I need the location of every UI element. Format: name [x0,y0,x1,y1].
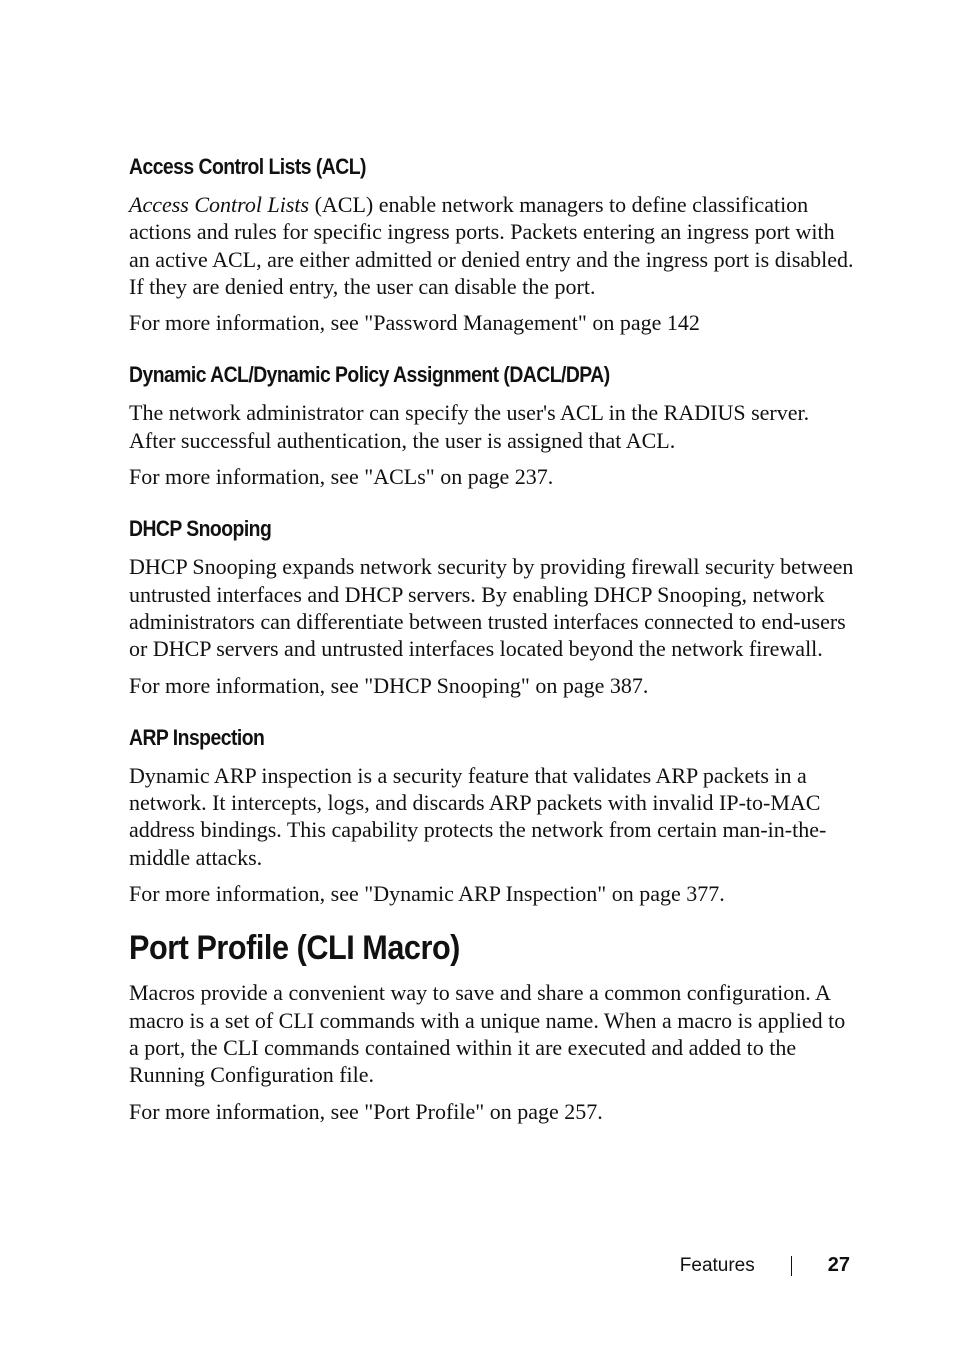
section-body-port-profile: Macros provide a convenient way to save and share a common configuration. A macro is a set of CLI commands with a unique name. When a macro is applied to a port, the CLI commands contained within it are executed and added to the Running Configuration file. [129,980,846,1088]
cross-reference-arp: For more information, see "Dynamic ARP Inspection" on page 377. [129,881,725,907]
cross-reference-dacl: For more information, see "ACLs" on page 237. [129,464,554,490]
section-body-arp: Dynamic ARP inspection is a security feature that validates ARP packets in a network. It intercepts, logs, and discards ARP packets with invalid IP-to-MAC address bindings. This capability protects the network from certain man-in-the-middle attacks. [129,762,827,870]
footer-divider [791,1256,792,1276]
page-footer [680,1254,850,1277]
cross-reference-acl: For more information, see "Password Management" on page 142 [129,310,700,336]
acl-term: Access Control Lists [129,192,310,217]
section-heading-arp: ARP Inspection [129,724,265,750]
section-heading-acl: Access Control Lists (ACL) [129,154,366,179]
section-body-acl [129,191,854,300]
footer-page-number: 27 [827,1254,850,1276]
section-body-dhcp: DHCP Snooping expands network security by providing firewall security between untrusted interfaces and DHCP servers. By enabling DHCP Snooping, network administrators can differentiate between trusted interfaces connected to end-users or DHCP servers and untrusted interfaces located beyond the network firewall. [129,554,854,662]
page-content [129,152,854,1149]
footer-chapter-name: Features [679,1254,755,1276]
acl-body-text: (ACL) enable network managers to define classification actions and rules for specific ingress ports. Packets entering an ingress port with an active ACL, are either admitted or denied entry and the ingress port is disabled. If they are denied entry, the user can disable the port. [129,192,854,299]
cross-reference-port-profile: For more information, see "Port Profile" on page 257. [129,1098,603,1124]
section-title-port-profile: Port Profile (CLI Macro) [129,929,460,968]
cross-reference-dhcp: For more information, see "DHCP Snooping" on page 387. [129,672,649,698]
section-heading-dhcp: DHCP Snooping [129,516,272,542]
section-body-dacl: The network administrator can specify the user's ACL in the RADIUS server. After successful authentication, the user is assigned that ACL. [129,400,810,453]
section-heading-dacl: Dynamic ACL/Dynamic Policy Assignment (DACL/DPA) [129,362,610,388]
